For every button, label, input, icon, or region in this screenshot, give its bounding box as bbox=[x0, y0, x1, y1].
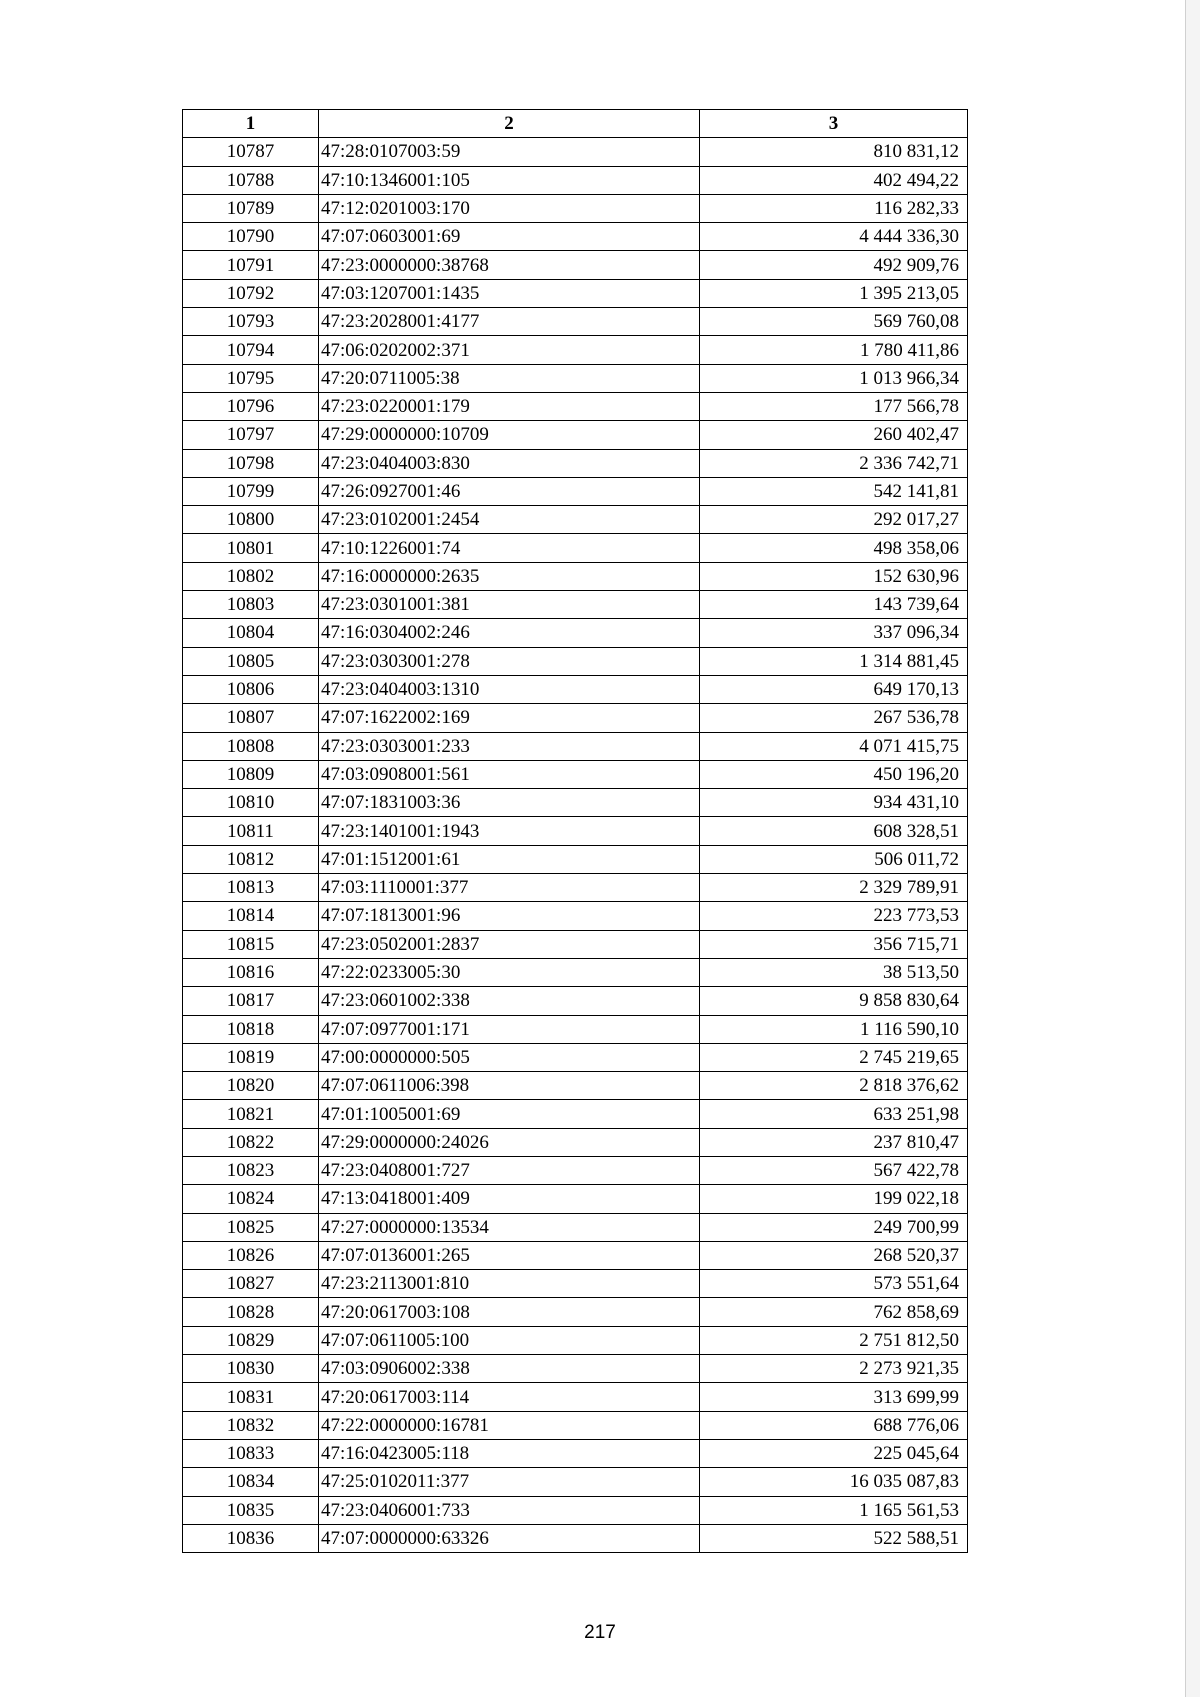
row-number: 10800 bbox=[183, 506, 319, 534]
header-row bbox=[183, 110, 968, 138]
cadastral-value: 498 358,06 bbox=[700, 534, 968, 562]
cadastral-number: 47:23:2113001:810 bbox=[319, 1270, 700, 1298]
table-row bbox=[183, 251, 968, 279]
cadastral-number: 47:23:0404003:830 bbox=[319, 449, 700, 477]
row-number: 10821 bbox=[183, 1100, 319, 1128]
table-row bbox=[183, 1156, 968, 1184]
row-number: 10832 bbox=[183, 1411, 319, 1439]
row-number: 10827 bbox=[183, 1270, 319, 1298]
table-row bbox=[183, 760, 968, 788]
cadastral-number: 47:03:0906002:338 bbox=[319, 1355, 700, 1383]
cadastral-number: 47:07:0611005:100 bbox=[319, 1326, 700, 1354]
header-col-2: 2 bbox=[319, 110, 700, 138]
cadastral-value: 608 328,51 bbox=[700, 817, 968, 845]
table-row bbox=[183, 1524, 968, 1552]
table-row bbox=[183, 166, 968, 194]
table-row bbox=[183, 675, 968, 703]
row-number: 10826 bbox=[183, 1241, 319, 1269]
table-row bbox=[183, 336, 968, 364]
table-row bbox=[183, 392, 968, 420]
row-number: 10812 bbox=[183, 845, 319, 873]
table-row bbox=[183, 279, 968, 307]
cadastral-number: 47:23:0102001:2454 bbox=[319, 506, 700, 534]
table-row bbox=[183, 1439, 968, 1467]
table-row bbox=[183, 223, 968, 251]
cadastral-number: 47:26:0927001:46 bbox=[319, 477, 700, 505]
cadastral-value: 1 780 411,86 bbox=[700, 336, 968, 364]
cadastral-number: 47:28:0107003:59 bbox=[319, 138, 700, 166]
table-row bbox=[183, 506, 968, 534]
row-number: 10799 bbox=[183, 477, 319, 505]
cadastral-value: 16 035 087,83 bbox=[700, 1468, 968, 1496]
cadastral-value: 38 513,50 bbox=[700, 958, 968, 986]
cadastral-number: 47:12:0201003:170 bbox=[319, 194, 700, 222]
table-row bbox=[183, 732, 968, 760]
page-number: 217 bbox=[584, 1622, 616, 1643]
table-header bbox=[183, 110, 968, 138]
cadastral-value: 542 141,81 bbox=[700, 477, 968, 505]
table-row bbox=[183, 1043, 968, 1071]
table-row bbox=[183, 364, 968, 392]
cadastral-value: 934 431,10 bbox=[700, 789, 968, 817]
cadastral-value: 225 045,64 bbox=[700, 1439, 968, 1467]
page-edge bbox=[1185, 0, 1200, 1697]
row-number: 10815 bbox=[183, 930, 319, 958]
row-number: 10808 bbox=[183, 732, 319, 760]
cadastral-value: 762 858,69 bbox=[700, 1298, 968, 1326]
row-number: 10822 bbox=[183, 1128, 319, 1156]
cadastral-number: 47:20:0617003:114 bbox=[319, 1383, 700, 1411]
cadastral-number: 47:07:1622002:169 bbox=[319, 704, 700, 732]
cadastral-number: 47:16:0304002:246 bbox=[319, 619, 700, 647]
row-number: 10807 bbox=[183, 704, 319, 732]
cadastral-number: 47:23:0408001:727 bbox=[319, 1156, 700, 1184]
cadastral-number: 47:07:1813001:96 bbox=[319, 902, 700, 930]
cadastral-value: 506 011,72 bbox=[700, 845, 968, 873]
row-number: 10813 bbox=[183, 874, 319, 902]
row-number: 10833 bbox=[183, 1439, 319, 1467]
cadastral-number: 47:07:1831003:36 bbox=[319, 789, 700, 817]
row-number: 10811 bbox=[183, 817, 319, 845]
cadastral-value: 2 336 742,71 bbox=[700, 449, 968, 477]
cadastral-number: 47:23:0220001:179 bbox=[319, 392, 700, 420]
row-number: 10788 bbox=[183, 166, 319, 194]
row-number: 10836 bbox=[183, 1524, 319, 1552]
table-row bbox=[183, 1072, 968, 1100]
table-row bbox=[183, 1015, 968, 1043]
table-row bbox=[183, 1383, 968, 1411]
row-number: 10823 bbox=[183, 1156, 319, 1184]
cadastral-number: 47:10:1346001:105 bbox=[319, 166, 700, 194]
table-row bbox=[183, 1128, 968, 1156]
cadastral-value: 810 831,12 bbox=[700, 138, 968, 166]
cadastral-value: 313 699,99 bbox=[700, 1383, 968, 1411]
table-row bbox=[183, 704, 968, 732]
cadastral-number: 47:20:0617003:108 bbox=[319, 1298, 700, 1326]
row-number: 10834 bbox=[183, 1468, 319, 1496]
cadastral-number: 47:23:0303001:278 bbox=[319, 647, 700, 675]
table-row bbox=[183, 647, 968, 675]
row-number: 10817 bbox=[183, 987, 319, 1015]
table-row bbox=[183, 1213, 968, 1241]
row-number: 10795 bbox=[183, 364, 319, 392]
table-row bbox=[183, 1298, 968, 1326]
cadastral-value: 492 909,76 bbox=[700, 251, 968, 279]
row-number: 10806 bbox=[183, 675, 319, 703]
table-row bbox=[183, 1241, 968, 1269]
row-number: 10831 bbox=[183, 1383, 319, 1411]
row-number: 10804 bbox=[183, 619, 319, 647]
table-row bbox=[183, 1326, 968, 1354]
cadastral-number: 47:23:0404003:1310 bbox=[319, 675, 700, 703]
cadastral-number: 47:16:0000000:2635 bbox=[319, 562, 700, 590]
table-row bbox=[183, 449, 968, 477]
table-row bbox=[183, 1100, 968, 1128]
row-number: 10825 bbox=[183, 1213, 319, 1241]
cadastral-number: 47:10:1226001:74 bbox=[319, 534, 700, 562]
table-body bbox=[183, 138, 968, 1553]
cadastral-number: 47:07:0977001:171 bbox=[319, 1015, 700, 1043]
cadastral-value: 152 630,96 bbox=[700, 562, 968, 590]
table-row bbox=[183, 1496, 968, 1524]
row-number: 10828 bbox=[183, 1298, 319, 1326]
cadastral-number: 47:23:0000000:38768 bbox=[319, 251, 700, 279]
cadastral-value: 2 273 921,35 bbox=[700, 1355, 968, 1383]
table-row bbox=[183, 194, 968, 222]
cadastral-value: 268 520,37 bbox=[700, 1241, 968, 1269]
cadastral-value: 1 013 966,34 bbox=[700, 364, 968, 392]
cadastral-value: 223 773,53 bbox=[700, 902, 968, 930]
cadastral-number: 47:00:0000000:505 bbox=[319, 1043, 700, 1071]
cadastral-number: 47:25:0102011:377 bbox=[319, 1468, 700, 1496]
table-row bbox=[183, 477, 968, 505]
cadastral-number: 47:16:0423005:118 bbox=[319, 1439, 700, 1467]
row-number: 10809 bbox=[183, 760, 319, 788]
cadastral-value: 1 165 561,53 bbox=[700, 1496, 968, 1524]
cadastral-value: 1 395 213,05 bbox=[700, 279, 968, 307]
cadastral-value: 292 017,27 bbox=[700, 506, 968, 534]
cadastral-number: 47:22:0233005:30 bbox=[319, 958, 700, 986]
cadastral-value: 450 196,20 bbox=[700, 760, 968, 788]
row-number: 10797 bbox=[183, 421, 319, 449]
row-number: 10830 bbox=[183, 1355, 319, 1383]
cadastral-value: 4 444 336,30 bbox=[700, 223, 968, 251]
row-number: 10835 bbox=[183, 1496, 319, 1524]
row-number: 10814 bbox=[183, 902, 319, 930]
header-col-1: 1 bbox=[183, 110, 319, 138]
cadastral-value: 567 422,78 bbox=[700, 1156, 968, 1184]
table-row bbox=[183, 138, 968, 166]
cadastral-number: 47:23:0406001:733 bbox=[319, 1496, 700, 1524]
row-number: 10790 bbox=[183, 223, 319, 251]
table-row bbox=[183, 930, 968, 958]
cadastral-number: 47:20:0711005:38 bbox=[319, 364, 700, 392]
cadastral-value: 569 760,08 bbox=[700, 308, 968, 336]
cadastral-number: 47:23:0301001:381 bbox=[319, 591, 700, 619]
table-row bbox=[183, 789, 968, 817]
cadastral-number: 47:23:0601002:338 bbox=[319, 987, 700, 1015]
cadastral-value: 9 858 830,64 bbox=[700, 987, 968, 1015]
row-number: 10796 bbox=[183, 392, 319, 420]
cadastral-number: 47:01:1005001:69 bbox=[319, 1100, 700, 1128]
table-row bbox=[183, 1468, 968, 1496]
cadastral-value: 356 715,71 bbox=[700, 930, 968, 958]
cadastral-value: 337 096,34 bbox=[700, 619, 968, 647]
table-row bbox=[183, 845, 968, 873]
cadastral-number: 47:23:2028001:4177 bbox=[319, 308, 700, 336]
table-row bbox=[183, 1411, 968, 1439]
cadastral-value: 1 116 590,10 bbox=[700, 1015, 968, 1043]
table-row bbox=[183, 1270, 968, 1298]
table-row bbox=[183, 534, 968, 562]
cadastral-value: 237 810,47 bbox=[700, 1128, 968, 1156]
cadastral-number: 47:07:0611006:398 bbox=[319, 1072, 700, 1100]
cadastral-number: 47:06:0202002:371 bbox=[319, 336, 700, 364]
cadastral-value: 2 818 376,62 bbox=[700, 1072, 968, 1100]
table-row bbox=[183, 1355, 968, 1383]
header-col-3: 3 bbox=[700, 110, 968, 138]
cadastral-value: 649 170,13 bbox=[700, 675, 968, 703]
row-number: 10803 bbox=[183, 591, 319, 619]
registry-table bbox=[182, 109, 968, 1553]
cadastral-value: 143 739,64 bbox=[700, 591, 968, 619]
row-number: 10801 bbox=[183, 534, 319, 562]
cadastral-value: 267 536,78 bbox=[700, 704, 968, 732]
cadastral-number: 47:03:1207001:1435 bbox=[319, 279, 700, 307]
cadastral-value: 2 329 789,91 bbox=[700, 874, 968, 902]
row-number: 10787 bbox=[183, 138, 319, 166]
table-row bbox=[183, 421, 968, 449]
table-row bbox=[183, 902, 968, 930]
cadastral-number: 47:29:0000000:10709 bbox=[319, 421, 700, 449]
row-number: 10793 bbox=[183, 308, 319, 336]
cadastral-value: 2 745 219,65 bbox=[700, 1043, 968, 1071]
cadastral-number: 47:01:1512001:61 bbox=[319, 845, 700, 873]
cadastral-value: 4 071 415,75 bbox=[700, 732, 968, 760]
table-row bbox=[183, 308, 968, 336]
cadastral-number: 47:23:0303001:233 bbox=[319, 732, 700, 760]
row-number: 10824 bbox=[183, 1185, 319, 1213]
cadastral-number: 47:03:1110001:377 bbox=[319, 874, 700, 902]
cadastral-number: 47:23:0502001:2837 bbox=[319, 930, 700, 958]
table-row bbox=[183, 817, 968, 845]
table-row bbox=[183, 1185, 968, 1213]
cadastral-number: 47:03:0908001:561 bbox=[319, 760, 700, 788]
cadastral-number: 47:07:0603001:69 bbox=[319, 223, 700, 251]
row-number: 10805 bbox=[183, 647, 319, 675]
table-row bbox=[183, 987, 968, 1015]
row-number: 10791 bbox=[183, 251, 319, 279]
row-number: 10820 bbox=[183, 1072, 319, 1100]
cadastral-value: 633 251,98 bbox=[700, 1100, 968, 1128]
row-number: 10818 bbox=[183, 1015, 319, 1043]
cadastral-number: 47:29:0000000:24026 bbox=[319, 1128, 700, 1156]
cadastral-number: 47:27:0000000:13534 bbox=[319, 1213, 700, 1241]
cadastral-value: 522 588,51 bbox=[700, 1524, 968, 1552]
row-number: 10798 bbox=[183, 449, 319, 477]
cadastral-value: 2 751 812,50 bbox=[700, 1326, 968, 1354]
cadastral-number: 47:22:0000000:16781 bbox=[319, 1411, 700, 1439]
cadastral-value: 1 314 881,45 bbox=[700, 647, 968, 675]
table-row bbox=[183, 619, 968, 647]
row-number: 10829 bbox=[183, 1326, 319, 1354]
row-number: 10802 bbox=[183, 562, 319, 590]
table-row bbox=[183, 874, 968, 902]
row-number: 10794 bbox=[183, 336, 319, 364]
cadastral-number: 47:13:0418001:409 bbox=[319, 1185, 700, 1213]
row-number: 10789 bbox=[183, 194, 319, 222]
row-number: 10810 bbox=[183, 789, 319, 817]
cadastral-value: 249 700,99 bbox=[700, 1213, 968, 1241]
cadastral-value: 199 022,18 bbox=[700, 1185, 968, 1213]
row-number: 10819 bbox=[183, 1043, 319, 1071]
table-row bbox=[183, 591, 968, 619]
table-row bbox=[183, 958, 968, 986]
cadastral-value: 573 551,64 bbox=[700, 1270, 968, 1298]
row-number: 10816 bbox=[183, 958, 319, 986]
cadastral-value: 402 494,22 bbox=[700, 166, 968, 194]
cadastral-number: 47:23:1401001:1943 bbox=[319, 817, 700, 845]
cadastral-value: 116 282,33 bbox=[700, 194, 968, 222]
table-row bbox=[183, 562, 968, 590]
cadastral-value: 688 776,06 bbox=[700, 1411, 968, 1439]
cadastral-value: 260 402,47 bbox=[700, 421, 968, 449]
cadastral-value: 177 566,78 bbox=[700, 392, 968, 420]
cadastral-number: 47:07:0136001:265 bbox=[319, 1241, 700, 1269]
cadastral-number: 47:07:0000000:63326 bbox=[319, 1524, 700, 1552]
row-number: 10792 bbox=[183, 279, 319, 307]
